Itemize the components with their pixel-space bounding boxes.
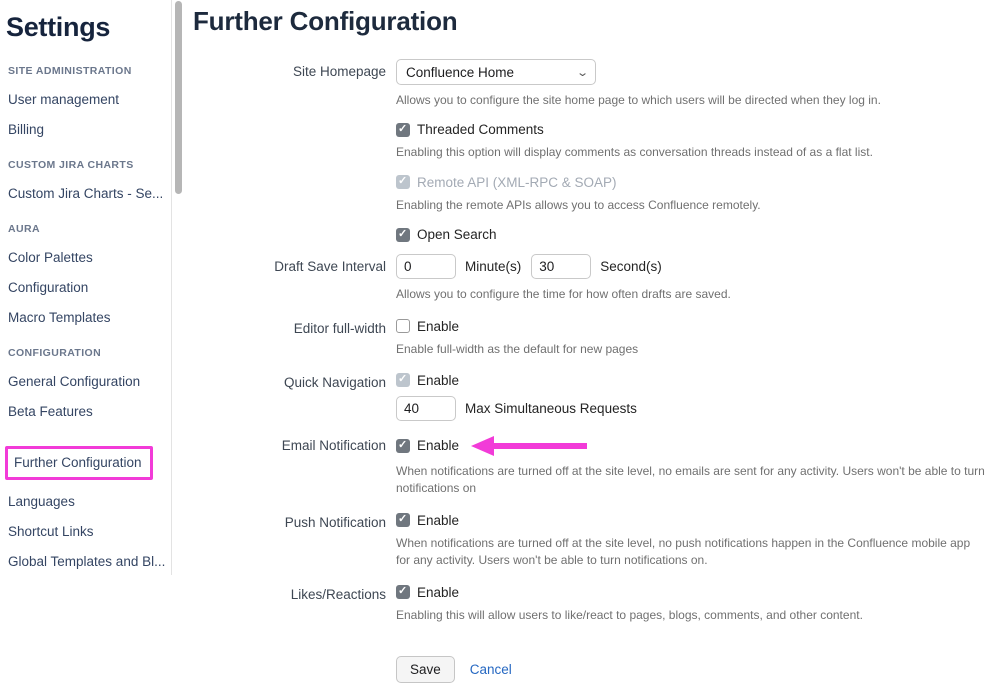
sidebar-item-general-configuration[interactable]: General Configuration [8,374,141,389]
quick-navigation-checkbox-label: Enable [417,372,460,388]
remote-api-help: Enabling the remote APIs allows you to access Confluence remotely. [396,197,761,212]
open-search-checkbox-row [396,227,985,242]
max-simultaneous-requests-input[interactable] [396,396,456,421]
sidebar-item-billing[interactable]: Billing [8,122,45,137]
sidebar-item-custom-jira-charts[interactable]: Custom Jira Charts - Se... [8,186,164,201]
site-homepage-selected-value: Confluence Home [406,64,515,80]
quick-navigation-label: Quick Navigation [283,374,386,390]
open-search-checkbox[interactable] [396,228,410,242]
draft-save-interval-label: Draft Save Interval [274,259,386,275]
quick-navigation-row [193,370,985,421]
draft-seconds-unit-label: Second(s) [600,259,662,275]
cancel-link[interactable]: Cancel [469,661,512,677]
likes-reactions-row [193,582,985,624]
editor-full-width-checkbox-label: Enable [417,318,460,334]
push-notification-label: Push Notification [284,514,386,530]
section-header-custom-jira-charts: CUSTOM JIRA CHARTS [8,159,134,171]
draft-minutes-unit-label: Minute(s) [465,259,522,275]
section-header-aura: AURA [8,223,40,235]
remote-api-checkbox [396,175,410,189]
sidebar-item-configuration[interactable]: Configuration [8,280,89,295]
settings-sidebar [0,0,172,575]
site-homepage-select[interactable] [396,59,596,85]
sidebar-scrollbar-thumb[interactable] [175,1,182,194]
email-notification-checkbox-label: Enable [417,438,460,454]
sidebar-item-beta-features[interactable]: Beta Features [8,404,93,419]
site-homepage-help: Allows you to configure the site home page to which users will be directed when they log in. [396,93,881,107]
likes-reactions-label: Likes/Reactions [290,586,386,602]
push-notification-checkbox-label: Enable [417,512,460,528]
editor-full-width-label: Editor full-width [293,320,386,336]
site-homepage-label: Site Homepage [292,64,386,79]
chevron-down-icon: ⌄ [575,66,589,79]
editor-full-width-help: Enable full-width as the default for new pages [396,341,639,356]
likes-reactions-help: Enabling this will allow users to like/react to pages, blogs, comments, and other content. [396,607,863,622]
draft-save-interval-row [193,254,985,303]
push-notification-checkbox[interactable] [396,513,410,527]
sidebar-item-languages[interactable]: Languages [8,494,75,509]
draft-minutes-input[interactable] [396,254,456,279]
email-notification-label: Email Notification [281,437,386,453]
likes-reactions-checkbox[interactable] [396,585,410,599]
sidebar-item-macro-templates[interactable]: Macro Templates [8,310,111,325]
sidebar-item-user-management[interactable]: User management [8,92,120,107]
editor-full-width-checkbox[interactable] [396,319,410,333]
open-search-label: Open Search [417,227,497,243]
quick-navigation-checkbox [396,373,410,387]
likes-reactions-checkbox-label: Enable [417,584,460,600]
draft-seconds-input[interactable] [531,254,591,279]
page-title: Further Configuration [193,6,458,36]
sidebar-item-global-templates[interactable]: Global Templates and Bl... [8,554,166,569]
threaded-comments-checkbox-row [396,122,985,137]
sidebar-item-shortcut-links[interactable]: Shortcut Links [8,524,94,539]
max-simultaneous-requests-label: Max Simultaneous Requests [465,400,637,416]
main-content [172,0,999,677]
sidebar-item-color-palettes[interactable]: Color Palettes [8,250,93,265]
email-notification-row [193,433,985,498]
remote-api-checkbox-row [396,175,985,190]
push-notification-help: When notifications are turned off at the site level, no push notifications happen in the Confluence mobile app for any activity. Users won't be able to turn notifications on. [396,535,971,568]
sidebar-title: Settings [6,12,111,42]
remote-api-label: Remote API (XML-RPC & SOAP) [417,174,617,190]
threaded-comments-help: Enabling this option will display comments as conversation threads instead of as a flat list. [396,145,873,160]
save-button[interactable]: Save [396,656,455,683]
draft-save-interval-help: Allows you to configure the time for how often drafts are saved. [396,287,731,302]
section-header-configuration: CONFIGURATION [8,347,102,359]
threaded-comments-checkbox[interactable] [396,123,410,137]
push-notification-row [193,510,985,570]
threaded-comments-label: Threaded Comments [417,122,544,138]
sidebar-scrollbar-track[interactable] [173,0,186,575]
section-header-site-administration: SITE ADMINISTRATION [8,65,132,77]
email-notification-checkbox[interactable] [396,439,410,453]
annotation-arrow-icon [471,436,587,456]
site-homepage-row [193,59,985,242]
email-notification-help: When notifications are turned off at the site level, no emails are sent for any activity. Users won't be able to turn notifications on [396,463,985,496]
form-actions-row [193,636,985,683]
editor-full-width-row [193,316,985,358]
sidebar-item-further-configuration[interactable]: Further Configuration [5,446,153,480]
